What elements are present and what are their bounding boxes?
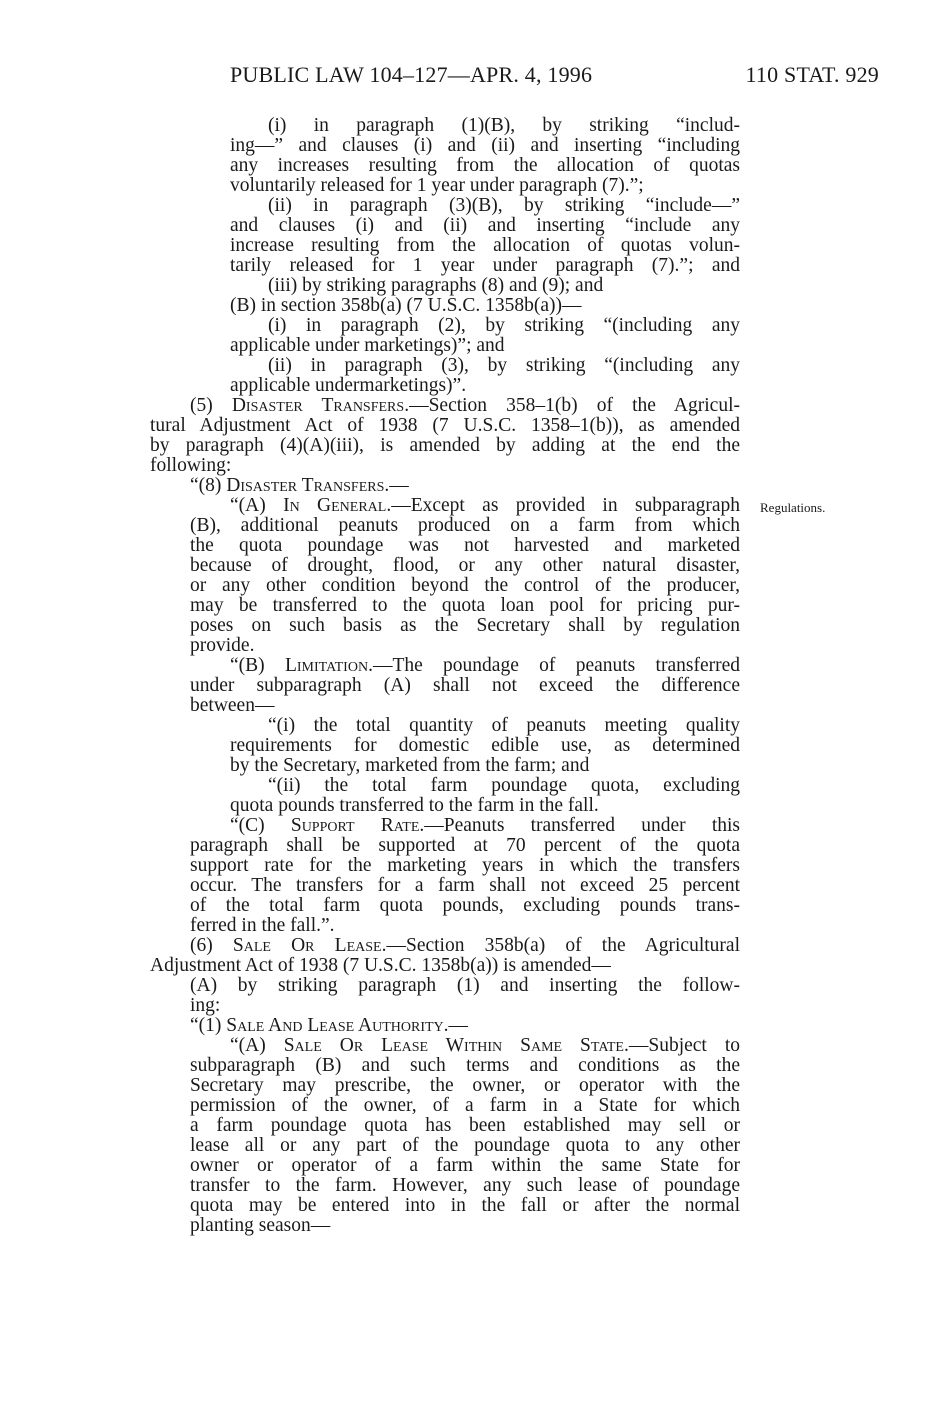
text-line: “(B) Limitation.—The poundage of peanuts transferred bbox=[230, 655, 740, 676]
text-line: (i) in paragraph (2), by striking “(including any bbox=[268, 315, 740, 336]
text-line: “(ii) the total farm poundage quota, excluding bbox=[268, 775, 740, 796]
text-line: by paragraph (4)(A)(iii), is amended by adding at the end the bbox=[150, 435, 740, 456]
text-line: Secretary may prescribe, the owner, or operator with the bbox=[190, 1075, 740, 1096]
text-line: tural Adjustment Act of 1938 (7 U.S.C. 1358–1(b)), as amended bbox=[150, 415, 740, 436]
text-line: “(1) Sale And Lease Authority.— bbox=[190, 1015, 469, 1036]
text-line: and clauses (i) and (ii) and inserting “include any bbox=[230, 215, 740, 236]
running-header-title: PUBLIC LAW 104–127—APR. 4, 1996 bbox=[230, 62, 593, 87]
running-header-page-number: 110 STAT. 929 bbox=[745, 62, 879, 87]
text-line: (6) Sale Or Lease.—Section 358b(a) of the Agricultural bbox=[190, 935, 740, 956]
text-line: (5) Disaster Transfers.—Section 358–1(b) of the Agricul- bbox=[190, 395, 740, 416]
text-line: the quota poundage was not harvested and marketed bbox=[190, 535, 740, 556]
text-line: “(i) the total quantity of peanuts meeting quality bbox=[268, 715, 740, 736]
text-line: applicable undermarketings)”. bbox=[230, 375, 467, 396]
text-line: subparagraph (B) and such terms and conditions as the bbox=[190, 1055, 740, 1076]
text-line: transfer to the farm. However, any such lease of poundage bbox=[190, 1175, 740, 1196]
text-line: (B), additional peanuts produced on a farm from which bbox=[190, 515, 740, 536]
text-line: between— bbox=[190, 695, 275, 716]
text-line: “(8) Disaster Transfers.— bbox=[190, 475, 409, 496]
text-line: occur. The transfers for a farm shall not exceed 25 percent bbox=[190, 875, 740, 896]
text-line: (ii) in paragraph (3)(B), by striking “include—” bbox=[268, 195, 740, 216]
text-line: permission of the owner, of a farm in a State for which bbox=[190, 1095, 740, 1116]
margin-note: Regulations. bbox=[760, 500, 826, 515]
text-line: poses on such basis as the Secretary shall by regulation bbox=[190, 615, 740, 636]
text-line: tarily released for 1 year under paragraph (7).”; and bbox=[230, 255, 740, 276]
text-line: (ii) in paragraph (3), by striking “(including any bbox=[268, 355, 740, 376]
text-line: under subparagraph (A) shall not exceed the difference bbox=[190, 675, 740, 696]
text-line: may be transferred to the quota loan pool for pricing pur- bbox=[190, 595, 740, 616]
text-line: by the Secretary, marketed from the farm; and bbox=[230, 755, 590, 776]
text-line: any increases resulting from the allocation of quotas bbox=[230, 155, 740, 176]
text-line: requirements for domestic edible use, as determined bbox=[230, 735, 740, 756]
text-line: following: bbox=[150, 455, 232, 476]
text-line: ing—” and clauses (i) and (ii) and inserting “including bbox=[230, 135, 740, 156]
text-line: a farm poundage quota has been established may sell or bbox=[190, 1115, 740, 1136]
text-line: paragraph shall be supported at 70 percent of the quota bbox=[190, 835, 740, 856]
text-line: ferred in the fall.”. bbox=[190, 915, 335, 936]
text-line: quota may be entered into in the fall or after the normal bbox=[190, 1195, 740, 1216]
text-line: provide. bbox=[190, 635, 255, 656]
text-line: (iii) by striking paragraphs (8) and (9); and bbox=[268, 275, 604, 296]
text-line: owner or operator of a farm within the same State for bbox=[190, 1155, 740, 1176]
text-line: support rate for the marketing years in which the transfers bbox=[190, 855, 740, 876]
text-line: because of drought, flood, or any other natural disaster, bbox=[190, 555, 740, 576]
text-line: (A) by striking paragraph (1) and inserting the follow- bbox=[190, 975, 740, 996]
text-line: voluntarily released for 1 year under paragraph (7).”; bbox=[230, 175, 644, 196]
text-line: or any other condition beyond the control of the producer, bbox=[190, 575, 740, 596]
text-line: (i) in paragraph (1)(B), by striking “includ- bbox=[268, 115, 740, 136]
text-line: “(A) Sale Or Lease Within Same State.—Subject to bbox=[230, 1035, 740, 1056]
text-line: planting season— bbox=[190, 1215, 331, 1236]
text-line: lease all or any part of the poundage quota to any other bbox=[190, 1135, 740, 1156]
text-line: “(A) In General.—Except as provided in subparagraph bbox=[230, 495, 740, 516]
text-line: quota pounds transferred to the farm in the fall. bbox=[230, 795, 599, 816]
text-line: applicable under marketings)”; and bbox=[230, 335, 505, 356]
text-line: (B) in section 358b(a) (7 U.S.C. 1358b(a))— bbox=[230, 295, 582, 316]
text-line: “(C) Support Rate.—Peanuts transferred under this bbox=[230, 815, 740, 836]
text-line: increase resulting from the allocation of quotas volun- bbox=[230, 235, 740, 256]
text-line: of the total farm quota pounds, excluding pounds trans- bbox=[190, 895, 740, 916]
text-line: Adjustment Act of 1938 (7 U.S.C. 1358b(a)) is amended— bbox=[150, 955, 611, 976]
text-line: ing: bbox=[190, 995, 221, 1016]
